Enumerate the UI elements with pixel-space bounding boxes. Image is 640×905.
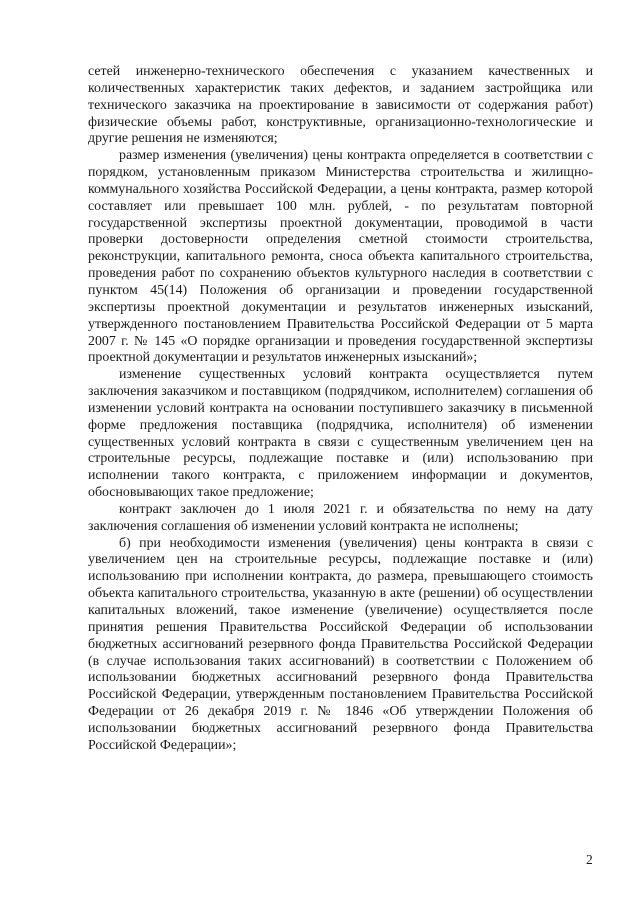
paragraph-price-change-size: размер изменения (увеличения) цены контракта определяется в соответствии с порядком, установленным приказом Министерства строительства и жилищно-коммунального хозяйства Российской Федерации, а цены контракта, размер которой составляет или превышает 100 млн. рублей, - по результатам повторной государственной экспертизы проектной документации, проводимой в части проверки достоверности определения сметной стоимости строительства, реконструкции, капитального ремонта, сноса объекта капитального строительства, проведения работ по сохранению объектов культурного наследия в соответствии с пунктом 45(14) Положения об организации и проведении государственной экспертизы проектной документации и результатов инженерных изысканий, утвержденного постановлением Правительства Российской Федерации от 5 марта 2007 г. № 145 «О порядке организации и проведения государственной экспертизы проектной документации и результатов инженерных изысканий»;: [88, 148, 593, 366]
paragraph-essential-terms-change: изменение существенных условий контракта осуществляется путем заключения заказчиком и поставщиком (подрядчиком, исполнителем) соглашения об изменении условий контракта на основании поступившего заказчику в письменной форме предложения поставщика (подрядчика, исполнителя) об изменении существенных условий контракта в связи с существенным увеличением цен на строительные ресурсы, подлежащие поставке и (или) использованию при исполнении такого контракта, с приложением информации и документов, обосновывающих такое предложение;: [88, 367, 593, 501]
paragraph-continuation: сетей инженерно-технического обеспечения с указанием качественных и количественных характеристик таких дефектов, и заданием застройщика или технического заказчика на проектирование в зависимости от содержания работ) физические объемы работ, конструктивные, организационно-технологические и другие решения не изменяются;: [88, 64, 593, 147]
paragraph-item-b: б) при необходимости изменения (увеличения) цены контракта в связи с увеличением цен на строительные ресурсы, подлежащие поставке и (или) использованию при исполнении контракта, до размера, превышающего стоимость объекта капитального строительства, указанную в акте (решении) об осуществлении капитальных вложений, такое изменение (увеличение) осуществляется после принятия решения Правительства Российской Федерации об использовании бюджетных ассигнований резервного фонда Правительства Российской Федерации (в случае использования таких ассигнований) в соответствии с Положением об использовании бюджетных ассигнований резервного фонда Правительства Российской Федерации, утвержденным постановлением Правительства Российской Федерации от 26 декабря 2019 г. № 1846 «Об утверждении Положения об использовании бюджетных ассигнований резервного фонда Правительства Российской Федерации»;: [88, 535, 593, 753]
body-text: [88, 64, 593, 755]
paragraph-contract-date: контракт заключен до 1 июля 2021 г. и обязательства по нему на дату заключения соглашения об изменении условий контракта не исполнены;: [88, 501, 593, 534]
page-number: 2: [586, 852, 593, 867]
